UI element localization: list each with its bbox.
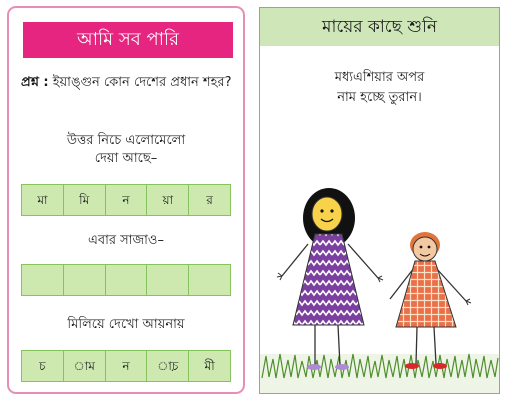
answer-cell[interactable] xyxy=(22,265,64,295)
fact-line-2: নাম হচ্ছে তুরান। xyxy=(337,90,422,105)
mirror-letters-grid xyxy=(21,350,231,382)
fact-line-1: মধ্যএশিয়ার অপর xyxy=(334,70,425,85)
scrambled-letters-grid xyxy=(21,184,231,216)
question-label: প্রশ্ন : xyxy=(21,75,49,90)
question xyxy=(21,74,236,92)
letter-cell: য়া xyxy=(147,185,189,215)
answer-grid xyxy=(21,264,231,296)
letter-cell: মি xyxy=(64,185,106,215)
mirror-instruction: মিলিয়ে দেখো আয়নায় xyxy=(67,317,185,332)
letter-cell: মা xyxy=(22,185,64,215)
quiz-title: আমি সব পারি xyxy=(23,22,233,58)
mirror-cell: াচ় xyxy=(147,351,189,381)
story-panel xyxy=(259,7,500,394)
grass xyxy=(260,354,499,393)
answer-cell[interactable] xyxy=(147,265,189,295)
letter-cell: ন xyxy=(106,185,148,215)
question-text: ইয়াঙ্গুন কোন দেশের প্রধান শহর? xyxy=(52,75,232,90)
mirror-cell: ন xyxy=(106,351,148,381)
child-figure xyxy=(390,232,471,369)
arrange-instruction: এবার সাজাও– xyxy=(87,233,164,248)
answer-cell[interactable] xyxy=(64,265,106,295)
answer-cell[interactable] xyxy=(189,265,230,295)
letter-cell: র xyxy=(206,193,213,207)
instruction-line-1: উত্তর নিচে এলোমেলো xyxy=(66,133,186,148)
answer-cell[interactable] xyxy=(106,265,148,295)
mother-child-illustration xyxy=(260,178,499,393)
mother-figure xyxy=(277,188,383,370)
mirror-cell: চ xyxy=(22,351,64,381)
fact-text xyxy=(260,68,499,108)
instruction-line-2: দেয়া আছে– xyxy=(94,151,158,166)
mirror-cell: াম xyxy=(64,351,106,381)
story-title: মায়ের কাছে শুনি xyxy=(260,8,499,46)
mirror-cell: মী xyxy=(204,359,215,373)
quiz-panel xyxy=(7,6,245,394)
